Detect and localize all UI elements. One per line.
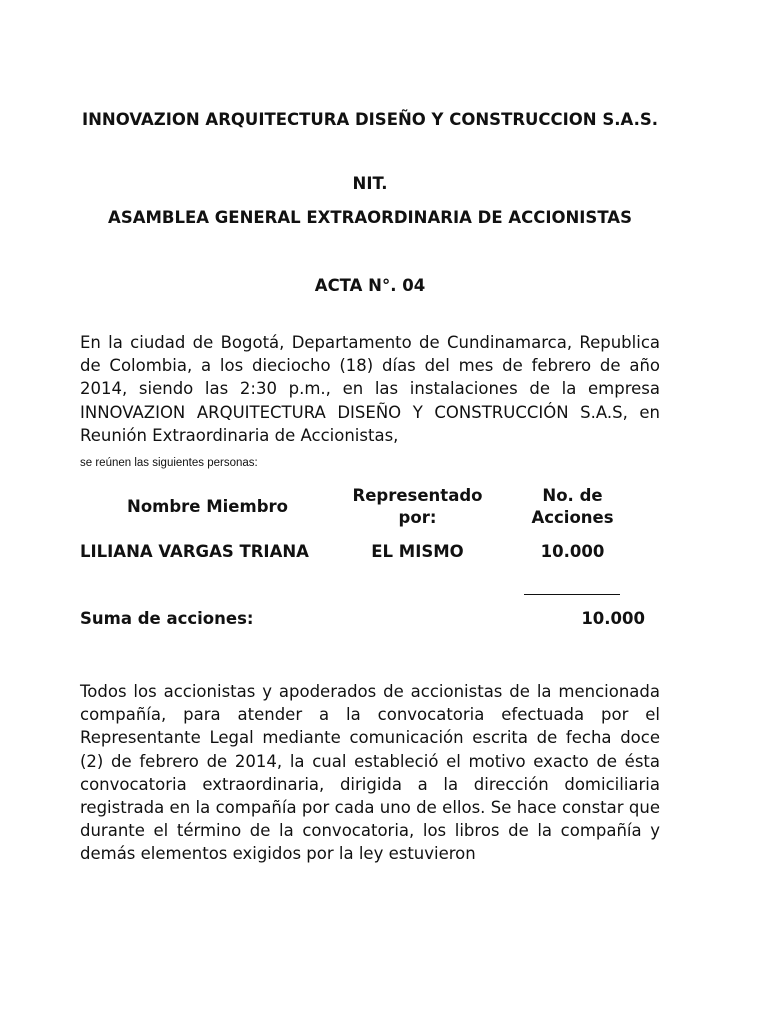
- sum-label: Suma de acciones:: [80, 609, 254, 628]
- member-name-cell: LILIANA VARGAS TRIANA: [80, 542, 309, 561]
- body-paragraph: Todos los accionistas y apoderados de accionistas de la mencionada compañía, para atender a la convocatoria efectuada por el Representante Legal mediante comunicación escrita de fecha doce (2) de febrero de 2014, la cual estableció el motivo exacto de ésta convocatoria extraordinaria, dirigida a la dirección domiciliaria registrada en la compañía por cada uno de ellos. Se hace constar que durante el término de la convocatoria, los libros de la compañía y demás elementos exigidos por la ley estuvieron: [80, 682, 660, 864]
- company-name-heading: INNOVAZION ARQUITECTURA DISEÑO Y CONSTRUCCION S.A.S.: [81, 110, 659, 129]
- column-header-represented: Representado por:: [352, 486, 483, 527]
- total-underline: [524, 594, 620, 595]
- intro-small-text: se reúnen las siguientes personas:: [80, 457, 258, 469]
- sum-value: 10.000: [581, 609, 645, 628]
- acta-number-heading: ACTA N°. 04: [314, 276, 426, 295]
- column-header-name: Nombre Miembro: [127, 497, 288, 516]
- column-header-shares: No. de Acciones: [531, 486, 614, 527]
- intro-paragraph: En la ciudad de Bogotá, Departamento de Cundinamarca, Republica de Colombia, a los dieciocho (18) días del mes de febrero de año 2014, siendo las 2:30 p.m., en las instalaciones de la empresa INNOVAZION ARQUITECTURA DISEÑO Y CONSTRUCCIÓN S.A.S, en Reunión Extraordinaria de Accionistas,: [80, 333, 660, 445]
- nit-heading: NIT.: [352, 174, 388, 193]
- assembly-heading: ASAMBLEA GENERAL EXTRAORDINARIA DE ACCIONISTAS: [108, 208, 632, 227]
- member-represented-cell: EL MISMO: [371, 542, 464, 561]
- member-shares-cell: 10.000: [540, 542, 605, 561]
